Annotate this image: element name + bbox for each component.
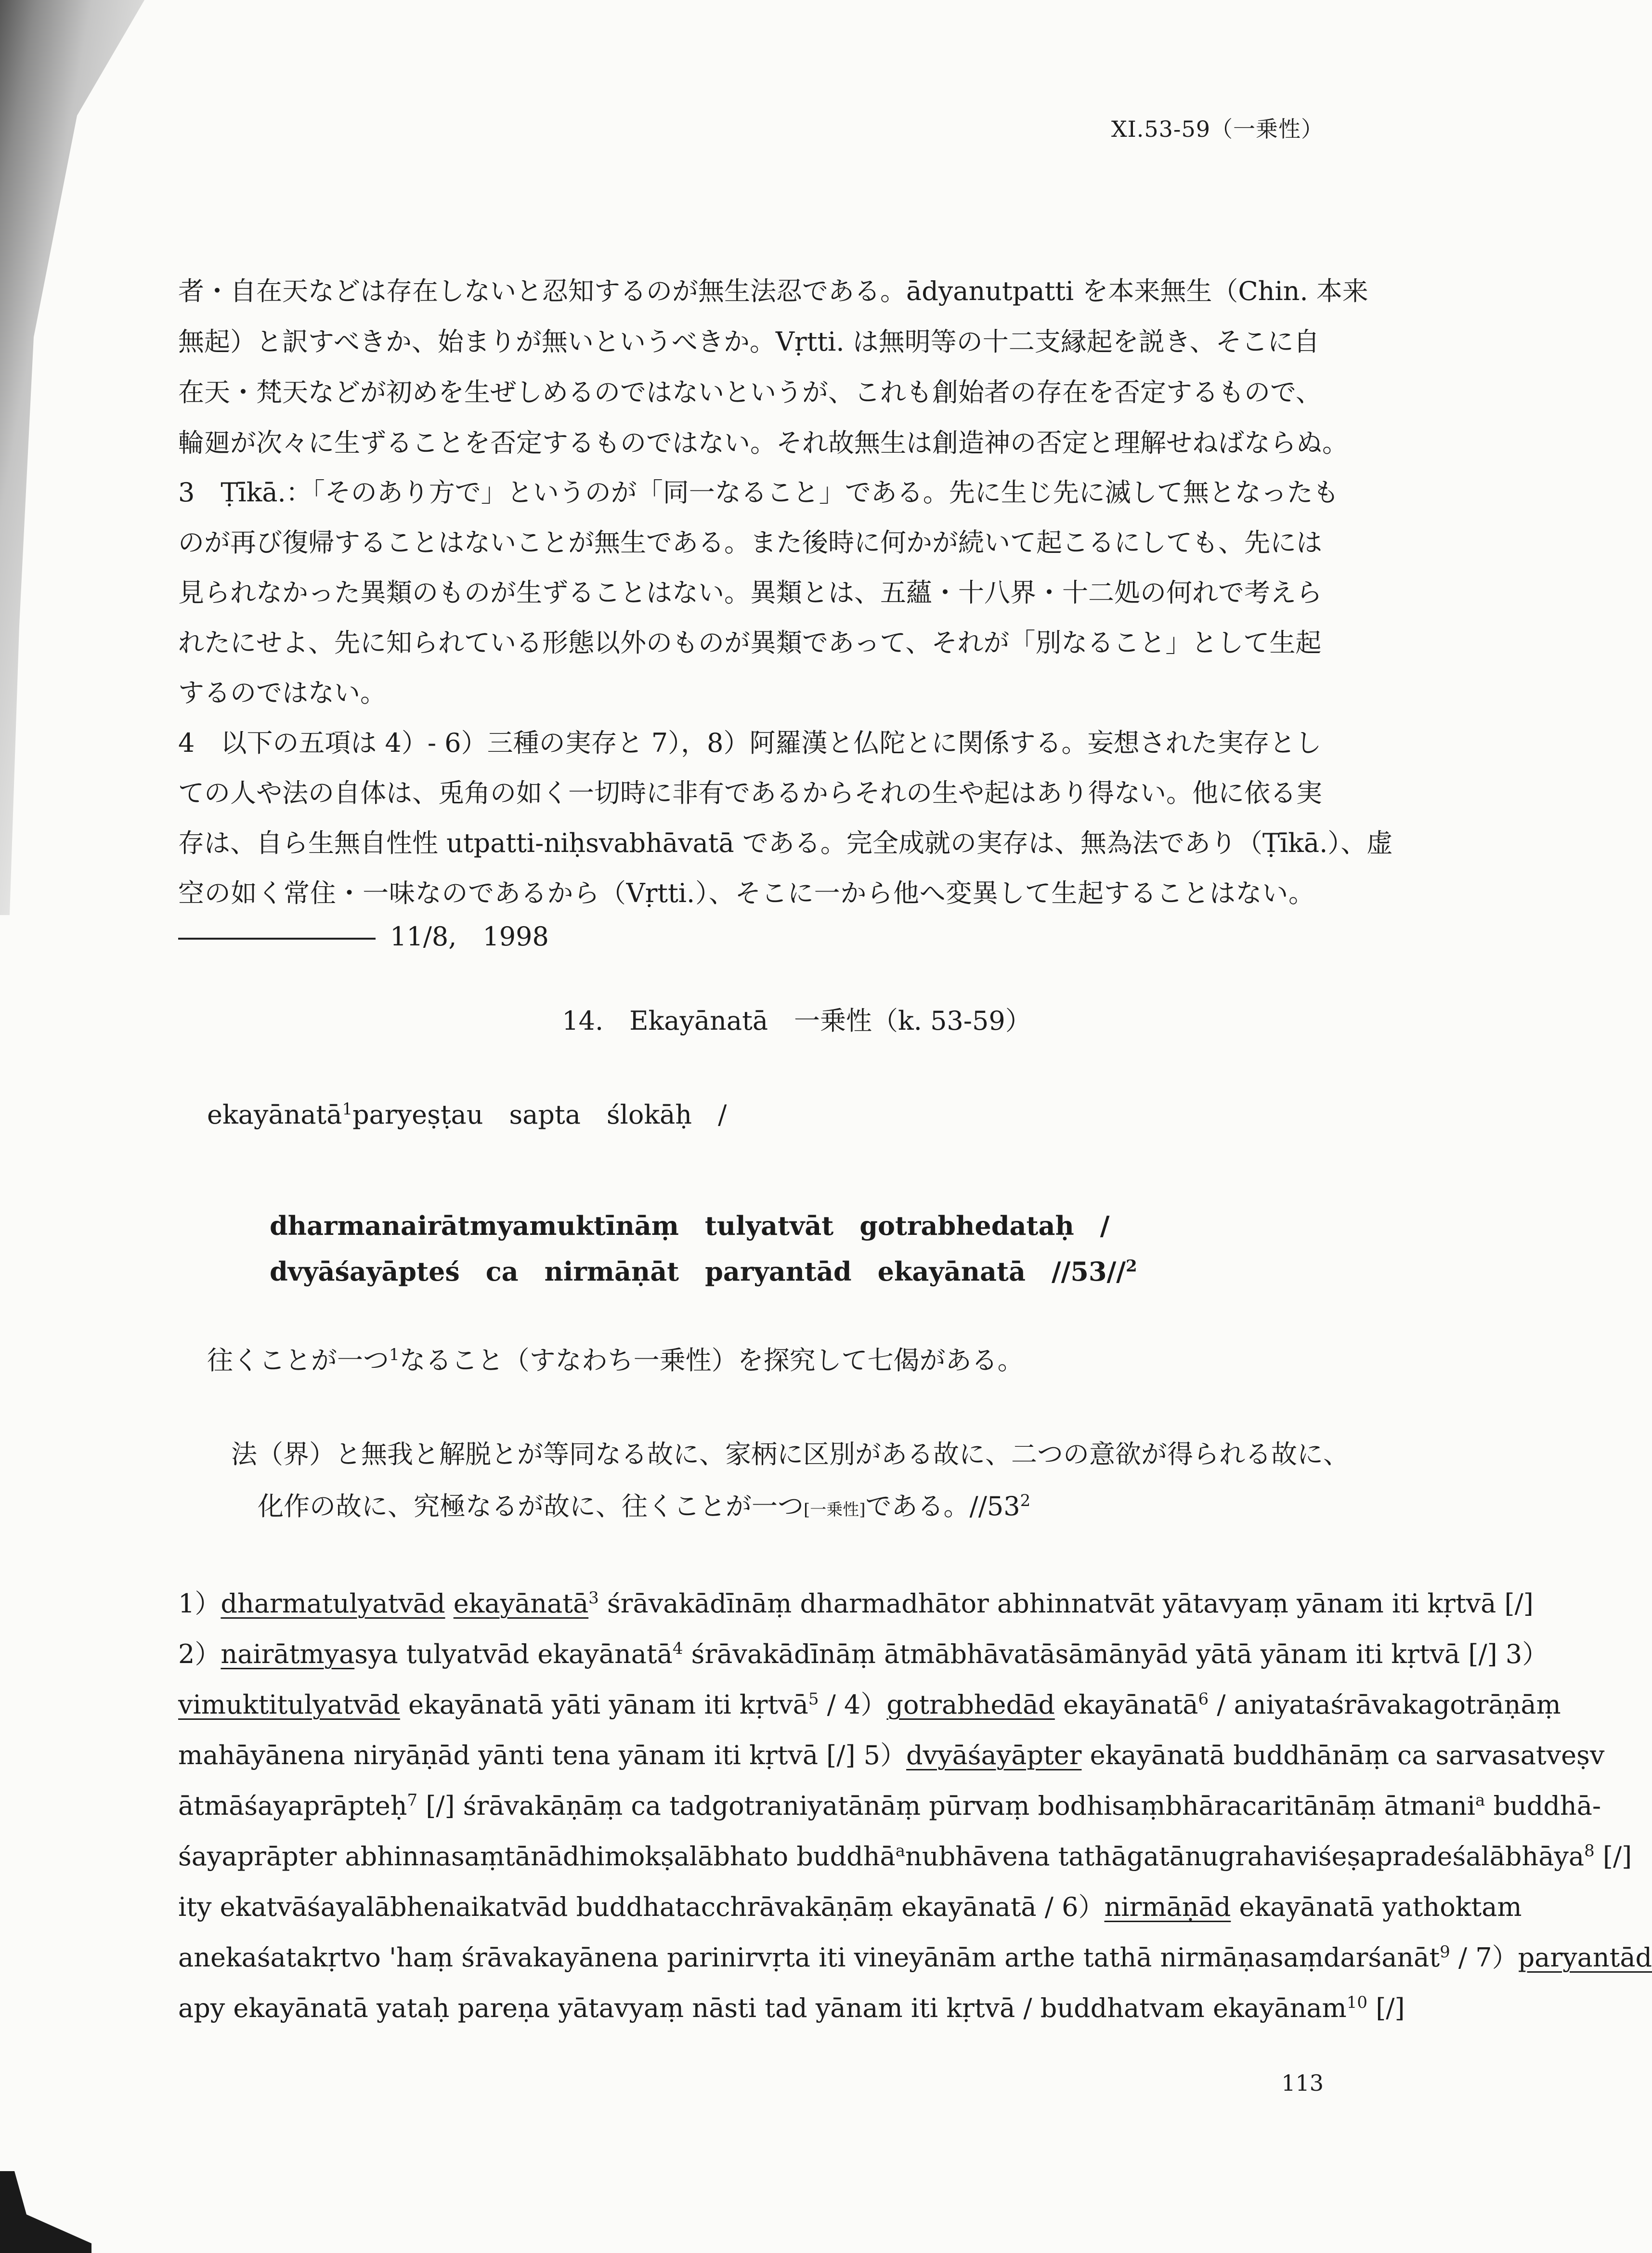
commentary-line: ity ekatvāśayalābhenaikatvād buddhatacchrāvakāṇāṃ ekayānatā / 6）nirmāṇād ekayānatā yathoktam xyxy=(178,1892,1522,1922)
commentary-line: anekaśatakṛtvo 'haṃ śrāvakayānena parinirvṛta iti vineyānām arthe tathā nirmāṇasaṃdarśanāt$^9$ / 7）paryantād xyxy=(178,1942,1652,1973)
verse-line-2: dvyāśayāpteś ca nirmāṇāt paryantād ekayānatā //53//$^2$ xyxy=(270,1256,1137,1287)
note-line: 見られなかった異類のものが生ずることはない。異類とは、五蘊・十八界・十二処の何れで考えら xyxy=(178,577,1322,608)
note-line: 4 以下の五項は 4）- 6）三種の実存と 7），8）阿羅漢と仏陀とに関係する。妄想された実存とし xyxy=(178,728,1322,758)
footnote-ref: 2 xyxy=(1020,1491,1031,1510)
commentary-line: vimuktitulyatvād ekayānatā yāti yānam iti kṛtvā$^5$ / 4）gotrabhedād ekayānatā$^6$ / aniyataśrāvakagotrāṇāṃ xyxy=(178,1690,1561,1720)
scan-shadow-edge xyxy=(0,0,144,915)
translation-verse-line-1: 法（界）と無我と解脱とが等同なる故に、家柄に区別がある故に、二つの意欲が得られる故に、 xyxy=(231,1439,1349,1469)
section-heading: 14. Ekayānatā 一乗性（k. 53-59） xyxy=(562,1006,1031,1036)
commentary-line: 2）nairātmyasya tulyatvād ekayānatā$^4$ śrāvakādīnāṃ ātmābhāvatāsāmānyād yātā yānam iti kṛtvā [/] 3） xyxy=(178,1639,1548,1669)
rule-divider xyxy=(178,938,376,940)
note-line: 空の如く常住・一味なのであるから（Vṛtti.）、そこに一から他へ変異して生起することはない。 xyxy=(178,878,1314,908)
commentary-line: śayaprāpter abhinnasaṃtānādhimokṣalābhato buddhā$^a$nubhāvena tathāgatānugrahaviśeṣapradeśalābhāya$^8$ [/] xyxy=(178,1841,1632,1872)
commentary-line: ātmāśayaprāpteḥ$^7$ [/] śrāvakāṇāṃ ca tadgotraniyatānāṃ pūrvaṃ bodhisaṃbhāracaritānāṃ ātmani$^a$ buddhā- xyxy=(178,1791,1601,1821)
note-line: ての人や法の自体は、兎角の如く一切時に非有であるからそれの生や起はあり得ない。他に依る実 xyxy=(178,778,1322,808)
footnote-ref: 2 xyxy=(1126,1257,1137,1276)
footnote-ref: 1 xyxy=(389,1345,400,1364)
note-line: れたにせよ、先に知られている形態以外のものが異類であって、それが「別なること」として生起 xyxy=(178,628,1322,658)
translation-intro: 往くことが一つ$^1$なること（すなわち一乗性）を探究して七偈がある。 xyxy=(207,1345,1024,1375)
commentary-line: apy ekayānatā yataḥ pareṇa yātavyaṃ nāsti tad yānam iti kṛtvā / buddhatvam ekayānam$^{10}$ [/] xyxy=(178,1993,1405,2023)
translation-verse-line-2: 化作の故に、究極なるが故に、往くことが一つ[一乗性]である。$//53^2$ xyxy=(258,1491,1031,1521)
note-line: 無起）と訳すべきか、始まりが無いというべきか。Vṛtti. は無明等の十二支縁起を説き、そこに自 xyxy=(178,327,1320,357)
note-line: するのではない。 xyxy=(178,678,386,708)
footnote-ref: 1 xyxy=(342,1100,353,1119)
sanskrit-intro: ekayānatā$^1$paryeṣṭau sapta ślokāḥ / xyxy=(207,1100,727,1130)
note-line: 3 Ṭīkā.：「そのあり方で」というのが「同一なること」である。先に生じ先に滅して無となったも xyxy=(178,477,1339,508)
note-line: 存は、自ら生無自性性 utpatti-niḥsvabhāvatā である。完全成就の実存は、無為法であり（Ṭīkā.）、虚 xyxy=(178,828,1393,858)
commentary-line: mahāyānena niryāṇād yānti tena yānam iti kṛtvā [/] 5）dvyāśayāpter ekayānatā buddhānāṃ ca sarvasatveṣv xyxy=(178,1740,1605,1770)
note-line: 者・自在天などは存在しないと忍知するのが無生法忍である。ādyanutpatti を本来無生（Chin. 本来 xyxy=(178,276,1368,306)
date-text: 11/8, 1998 xyxy=(390,921,549,952)
note-line: のが再び復帰することはないことが無生である。また後時に何かが続いて起こるにしても、先には xyxy=(178,527,1322,558)
running-head: XI.53-59（一乗性） xyxy=(1111,116,1324,142)
date-line xyxy=(178,915,1314,958)
page-number: 113 xyxy=(1281,2070,1324,2096)
scan-shadow-corner xyxy=(0,2171,91,2253)
verse-line-1: dharmanairātmyamuktīnāṃ tulyatvāt gotrabhedataḥ / xyxy=(270,1210,1110,1241)
note-line: 輪廻が次々に生ずることを否定するものではない。それ故無生は創造神の否定と理解せねばならぬ。 xyxy=(178,428,1348,458)
commentary-line: 1）dharmatulyatvād ekayānatā$^3$ śrāvakādīnāṃ dharmadhātor abhinnatvāt yātavyaṃ yānam iti kṛtvā [/] xyxy=(178,1588,1534,1619)
note-line: 在天・梵天などが初めを生ぜしめるのではないというが、これも創始者の存在を否定するもので、 xyxy=(178,377,1322,407)
